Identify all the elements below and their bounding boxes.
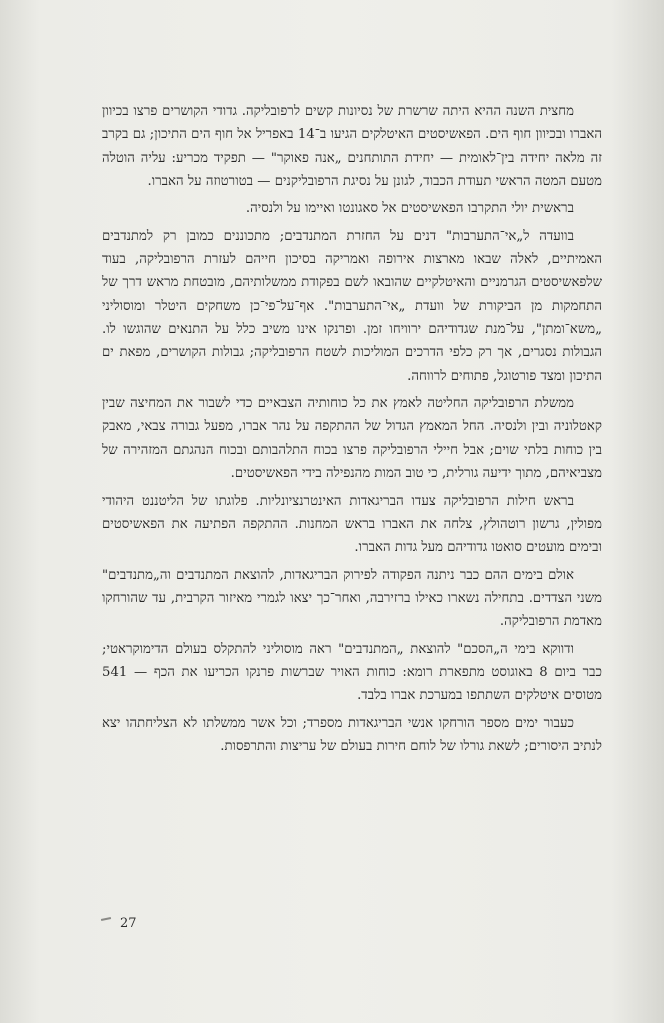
paragraph: מחצית השנה ההיא היתה שרשרת של נסיונות קשים לרפובליקה. גדודי הקושרים פרצו בכיוון האברו ובכיוון חוף הים. הפאשיסטים האיטלקים הגיעו ב־14 באפריל אל חוף הים התיכון; גם בקרב זה מלאה יחידה בין־לאומית — יחידת התותחנים „אנה פאוקר" — תפקיד מכריע: עליה הוטלה מטעם המטה הראשי תעודת הכבוד, לגונן על נסיגת הרפובליקנים — בטורטוזה על האברו. <box>102 104 602 190</box>
paragraph: ודווקא בימי ה„הסכם" להוצאת „המתנדבים" ראה מוסוליני להתקלס בעולם הדימוקראטי; כבר ביום 8 באוגוסט מתפארת רומא: כוחות האויר שברשות פרנקו הכריעו את הכף — 541 מטוסים איטלקים השתתפו במערכת אברו בלבד. <box>102 641 602 704</box>
paragraph: בראש חילות הרפובליקה צעדו הבריגאדות האינטרנציונליות. פלוגתו של הליטננט היהודי מפולין, גרשון רוטהולץ, צלחה את האברו בראש המחנות. ההתקפה הפתיעה את הפאשיסטים ובימים מועטים סואטו גדודיהם מעל גדות האברו. <box>102 493 602 556</box>
paragraph: בראשית יולי התקרבו הפאשיסטים אל סאגונטו ואיימו על ולנסיה. <box>245 201 574 217</box>
ink-mark <box>101 917 111 921</box>
paragraph: בוועדה ל„אי־התערבות" דנים על החזרת המתנדבים; מתכוננים כמובן רק למתנדבים האמיתיים, לאלה שבאו מארצות אירופה ואמריקה בסיכון חייהם לעזרת הרפובליקה, בעוד שלפאשיסטים הגרמניים והאיטלקיים שהובאו לשם בפקודת ממשלותיהם, מובטחת מראש דרך של התחמקות מן הביקורת של וועדת „אי־התערבות". אף־על־פי־כן משחקים היטלר ומוסוליני „משא־ומתן", על־מנת שגדודיהם ירוויחו זמן. ופרנקו אינו משיב כלל על התנאים שהוגשו לו. הגבולות נסגרים, אך רק כלפי הדרכים המוליכות לשטח הרפובליקה; גבולות הקושרים, מפאת ים התיכון ומצד פורטוגל, פתוחים לרווחה. <box>102 228 602 384</box>
paragraph: אולם בימים ההם כבר ניתנה הפקודה לפירוק הבריגאדות, להוצאת המתנדבים וה„מתנדבים" משני הצדדים. בתחילה נשארו כאילו ברזירבה, ואחר־כך יצאו לגמרי מאיזור הקרבית, עד שהורחקו מאדמת הרפובליקה. <box>102 567 602 630</box>
paragraph: כעבור ימים מספר הורחקו אנשי הבריגאדות מספרד; וכל אשר ממשלתו לא הצליחתהו יצא לנתיב היסורים; לשאת גורלו של לוחם חירות בעולם של עריצות והתרפסות. <box>102 715 602 754</box>
page-number: 27 <box>120 916 137 931</box>
paragraph: ממשלת הרפובליקה החליטה לאמץ את כל כוחותיה הצבאיים כדי לשבור את המחיצה שבין קאטלוניה ובין ולנסיה. החל המאמץ הגדול של ההתקפה על נהר אברו, מפעל גבורה צבאי, מאבק בין כוחות בלתי שוים; אבל חיילי הרפובליקה פרצו בכוח התלהבותם ובכוח הנהגתם המזהירה של מצביאיהם, מתוך ידיעה גורלית, כי טוב המות מהנפילה בידי הפאשיסטים. <box>102 396 602 482</box>
body-text <box>102 100 602 762</box>
